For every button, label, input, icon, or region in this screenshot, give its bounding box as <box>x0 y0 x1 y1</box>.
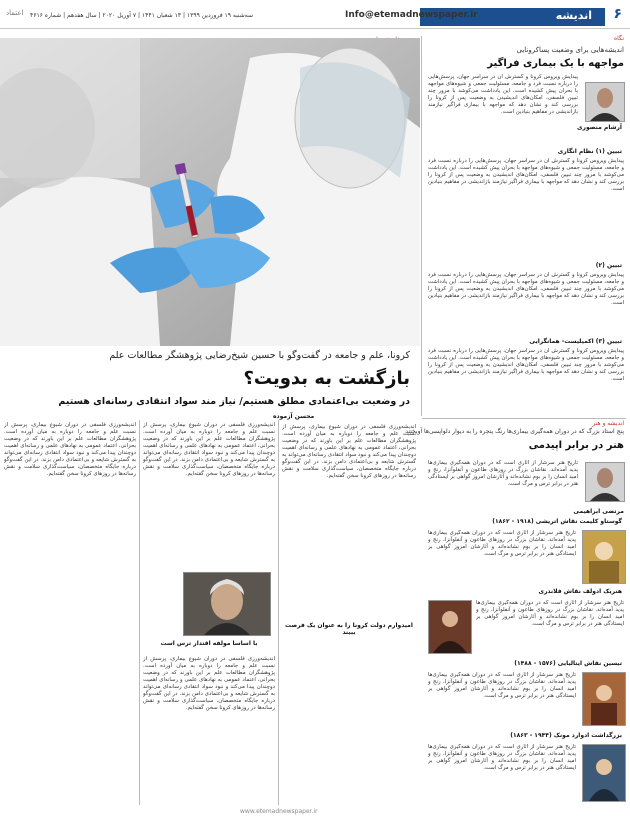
newspaper-logo: اعتماد <box>6 9 24 17</box>
photo-caption: کرونا، علم و جامعه در گفت‌وگو با حسین شیخ‌رضایی پژوهشگر مطالعات علم <box>109 350 410 361</box>
sidebar-column-3: پیدایش ویروس کرونا و گسترش آن در سراسر جهان، پرسش‌هایی را درباره نسبت فرد و جامعه، مسئولیت جمعی و شیوه‌های مواجهه با بحران پیش کشیده است. این یادداشت می‌کوشد با مرور چند تبیین فلسفی، امکان‌های اندیشیدن به وضعیت پس از کرونا را بررسی کند و نشان دهد که مواجهه با بیماری فراگیر نیازمند بازاندیشی در مفاهیم بنیادین است. <box>428 348 624 382</box>
art-author: مرتضی ابراهیمی <box>573 508 624 515</box>
main-headline: بازگشت به بدویت؟ <box>243 368 410 389</box>
interview-column-2b: اندیشه‌ورزی فلسفی در دوران شیوع بیماری، پرسش از نسبت علم و جامعه را دوباره به میان آورده است. پژوهشگران مطالعات علم بر این باورند که در وضعیت بحرانی، اعتماد عمومی به نهادهای علمی و رسانه‌ای اهمیت دوچندان پیدا می‌کند و نبود سواد انتقادی رسانه‌ای می‌تواند به گسترش شایعه و بی‌اعتمادی دامن بزند. در این گفت‌وگو درباره جایگاه متخصصان، سیاست‌گذاری سلامت و نقش رسانه‌ها در روزهای کرونا سخن گفته‌ایم. <box>143 656 275 711</box>
art-sub-1: گوستاو کلیمت نقاش اتریشی (۱۹۱۸ - ۱۸۶۲) <box>492 518 622 525</box>
newspaper-email[interactable]: Info@etemadnewspaper.ir <box>345 10 478 20</box>
lab-photo <box>0 38 420 346</box>
sidebar-column-2: پیدایش ویروس کرونا و گسترش آن در سراسر جهان، پرسش‌هایی را درباره نسبت فرد و جامعه، مسئولیت جمعی و شیوه‌های مواجهه با بحران پیش کشیده است. این یادداشت می‌کوشد با مرور چند تبیین فلسفی، امکان‌های اندیشیدن به وضعیت پس از کرونا را بررسی کند و نشان دهد که مواجهه با بیماری فراگیر نیازمند بازاندیشی در مفاهیم بنیادین است. <box>428 272 624 306</box>
interview-column-1: اندیشه‌ورزی فلسفی در دوران شیوع بیماری، پرسش از نسبت علم و جامعه را دوباره به میان آورده است. پژوهشگران مطالعات علم بر این باورند که در وضعیت بحرانی، اعتماد عمومی به نهادهای علمی و رسانه‌ای اهمیت دوچندان پیدا می‌کند و نبود سواد انتقادی رسانه‌ای می‌تواند به گسترش شایعه و بی‌اعتمادی دامن بزند. در این گفت‌وگو درباره جایگاه متخصصان، سیاست‌گذاری سلامت و نقش رسانه‌ها در روزهای کرونا سخن گفته‌ایم. <box>282 424 416 479</box>
sub-headline: در وضعیت بی‌اعتمادی مطلق هستیم/ نیاز مند سواد انتقادی رسانه‌ای هستیم <box>58 396 410 407</box>
sidebar-subheading-1: تبیین (۱) نظام انگاری <box>557 148 622 155</box>
sidebar-title: مواجهه با یک بیماری فراگیر <box>487 58 624 69</box>
art-title: هنر در برابر اپیدمی <box>528 440 624 451</box>
art-lead: تاریخ هنر سرشار از آثاری است که در دوران همه‌گیری بیماری‌ها پدید آمده‌اند. نقاشان بزرگ در روزهای طاعون و آنفلوآنزا، رنج و امید انسان را بر بوم نشانده‌اند و آثارشان امروز گواهی بر ایستادگی هنر در برابر ترس و مرگ است. <box>428 460 578 487</box>
sidebar-lead: پیدایش ویروس کرونا و گسترش آن در سراسر جهان، پرسش‌هایی را درباره نسبت فرد و جامعه، مسئولیت جمعی و شیوه‌های مواجهه با بحران پیش کشیده است. این یادداشت می‌کوشد با مرور چند تبیین فلسفی، امکان‌های اندیشیدن به وضعیت پس از کرونا را بررسی کند و نشان دهد که مواجهه با بیماری فراگیر نیازمند بازاندیشی در مفاهیم بنیادین است. <box>428 74 578 115</box>
date-line: سه‌شنبه ۱۹ فروردین ۱۳۹۹ | ۱۴ شعبان ۱۴۴۱ | ۷ آوریل ۲۰۲۰ | سال هفدهم | شماره ۴۶۱۶ <box>30 12 253 19</box>
interview-column-2: اندیشه‌ورزی فلسفی در دوران شیوع بیماری، پرسش از نسبت علم و جامعه را دوباره به میان آورده است. پژوهشگران مطالعات علم بر این باورند که در وضعیت بحرانی، اعتماد عمومی به نهادهای علمی و رسانه‌ای اهمیت دوچندان پیدا می‌کند و نبود سواد انتقادی رسانه‌ای می‌تواند به گسترش شایعه و بی‌اعتمادی دامن بزند. در این گفت‌وگو درباره جایگاه متخصصان، سیاست‌گذاری سلامت و نقش رسانه‌ها در روزهای کرونا سخن گفته‌ایم. <box>143 422 275 477</box>
klimt-painting <box>582 530 626 584</box>
sidebar-subheading-3: تبیین (۳) اکمیلیست- همانگرایی <box>529 338 622 345</box>
sidebar-divider <box>421 36 422 416</box>
interview-column-3: اندیشه‌ورزی فلسفی در دوران شیوع بیماری، پرسش از نسبت علم و جامعه را دوباره به میان آورده است. پژوهشگران مطالعات علم بر این باورند که در وضعیت بحرانی، اعتماد عمومی به نهادهای علمی و رسانه‌ای اهمیت دوچندان پیدا می‌کند و نبود سواد انتقادی رسانه‌ای می‌تواند به گسترش شایعه و بی‌اعتمادی دامن بزند. در این گفت‌وگو درباره جایگاه متخصصان، سیاست‌گذاری سلامت و نقش رسانه‌ها در روزهای کرونا سخن گفته‌ایم. <box>4 422 136 477</box>
art-pre-title: پنج استاد بزرگ که در دوران همه‌گیری بیماری‌ها رنگ پنجره را به دیوار دلواپسی‌ها آویختند <box>405 428 624 435</box>
art-kicker: اندیشه و هنر <box>592 420 624 427</box>
art-column-2: تاریخ هنر سرشار از آثاری است که در دوران همه‌گیری بیماری‌ها پدید آمده‌اند. نقاشان بزرگ در روزهای طاعون و آنفلوآنزا، رنج و امید انسان را بر بوم نشانده‌اند و آثارشان امروز گواهی بر ایستادگی هنر در برابر ترس و مرگ است. <box>476 600 624 627</box>
author-avatar <box>585 82 625 122</box>
sidebar-pre-title: اندیشه‌هایی برای وضعیت پساکرونایی <box>516 46 624 54</box>
sidebar-kicker: نگاه <box>614 35 624 42</box>
art-column-4: تاریخ هنر سرشار از آثاری است که در دوران همه‌گیری بیماری‌ها پدید آمده‌اند. نقاشان بزرگ در روزهای طاعون و آنفلوآنزا، رنج و امید انسان را بر بوم نشانده‌اند و آثارشان امروز گواهی بر ایستادگی هنر در برابر ترس و مرگ است. <box>428 744 576 771</box>
art-sub-4: بزرگداشت ادوارد مونک (۱۹۴۴ - ۱۸۶۳) <box>510 732 622 739</box>
page-number: ۶ <box>613 6 622 22</box>
sidebar-author: آرشام منصوری <box>577 124 622 131</box>
interviewer-name: محسن آزموده <box>273 413 315 420</box>
munch-painting <box>582 744 626 802</box>
art-author-avatar <box>585 462 625 502</box>
pull-quote: امیدوارم دولت کرونا را به عنوان یک فرصت ببیند <box>285 622 413 636</box>
art-column-3: تاریخ هنر سرشار از آثاری است که در دوران همه‌گیری بیماری‌ها پدید آمده‌اند. نقاشان بزرگ در روزهای طاعون و آنفلوآنزا، رنج و امید انسان را بر بوم نشانده‌اند و آثارشان امروز گواهی بر ایستادگی هنر در برابر ترس و مرگ است. <box>428 672 576 699</box>
art-column-1: تاریخ هنر سرشار از آثاری است که در دوران همه‌گیری بیماری‌ها پدید آمده‌اند. نقاشان بزرگ در روزهای طاعون و آنفلوآنزا، رنج و امید انسان را بر بوم نشانده‌اند و آثارشان امروز گواهی بر ایستادگی هنر در برابر ترس و مرگ است. <box>428 530 576 557</box>
flemish-painting <box>428 600 472 654</box>
sidebar-subheading-2: تبیین (۲) <box>595 262 622 269</box>
art-sub-3: تیسین نقاش ایتالیایی (۱۵۷۶ - ۱۴۸۸) <box>514 660 622 667</box>
sidebar-column: پیدایش ویروس کرونا و گسترش آن در سراسر جهان، پرسش‌هایی را درباره نسبت فرد و جامعه، مسئولیت جمعی و شیوه‌های مواجهه با بحران پیش کشیده است. این یادداشت می‌کوشد با مرور چند تبیین فلسفی، امکان‌های اندیشیدن به وضعیت پس از کرونا را بررسی کند و نشان دهد که مواجهه با بیماری فراگیر نیازمند بازاندیشی در مفاهیم بنیادین است. <box>428 158 624 192</box>
site-url[interactable]: www.etemadnewspaper.ir <box>240 808 318 815</box>
column-divider <box>278 420 279 805</box>
section-divider <box>422 418 626 419</box>
column-divider <box>139 420 140 805</box>
hobbes-portrait <box>183 572 271 636</box>
art-sub-2: هنریک ادولف نقاش فلاندری <box>538 588 622 595</box>
titian-painting <box>582 672 626 726</box>
section-title: اندیشه <box>555 9 592 22</box>
pull-quote-2: با اساسا مولفه اقتدار ترس است <box>160 640 258 647</box>
